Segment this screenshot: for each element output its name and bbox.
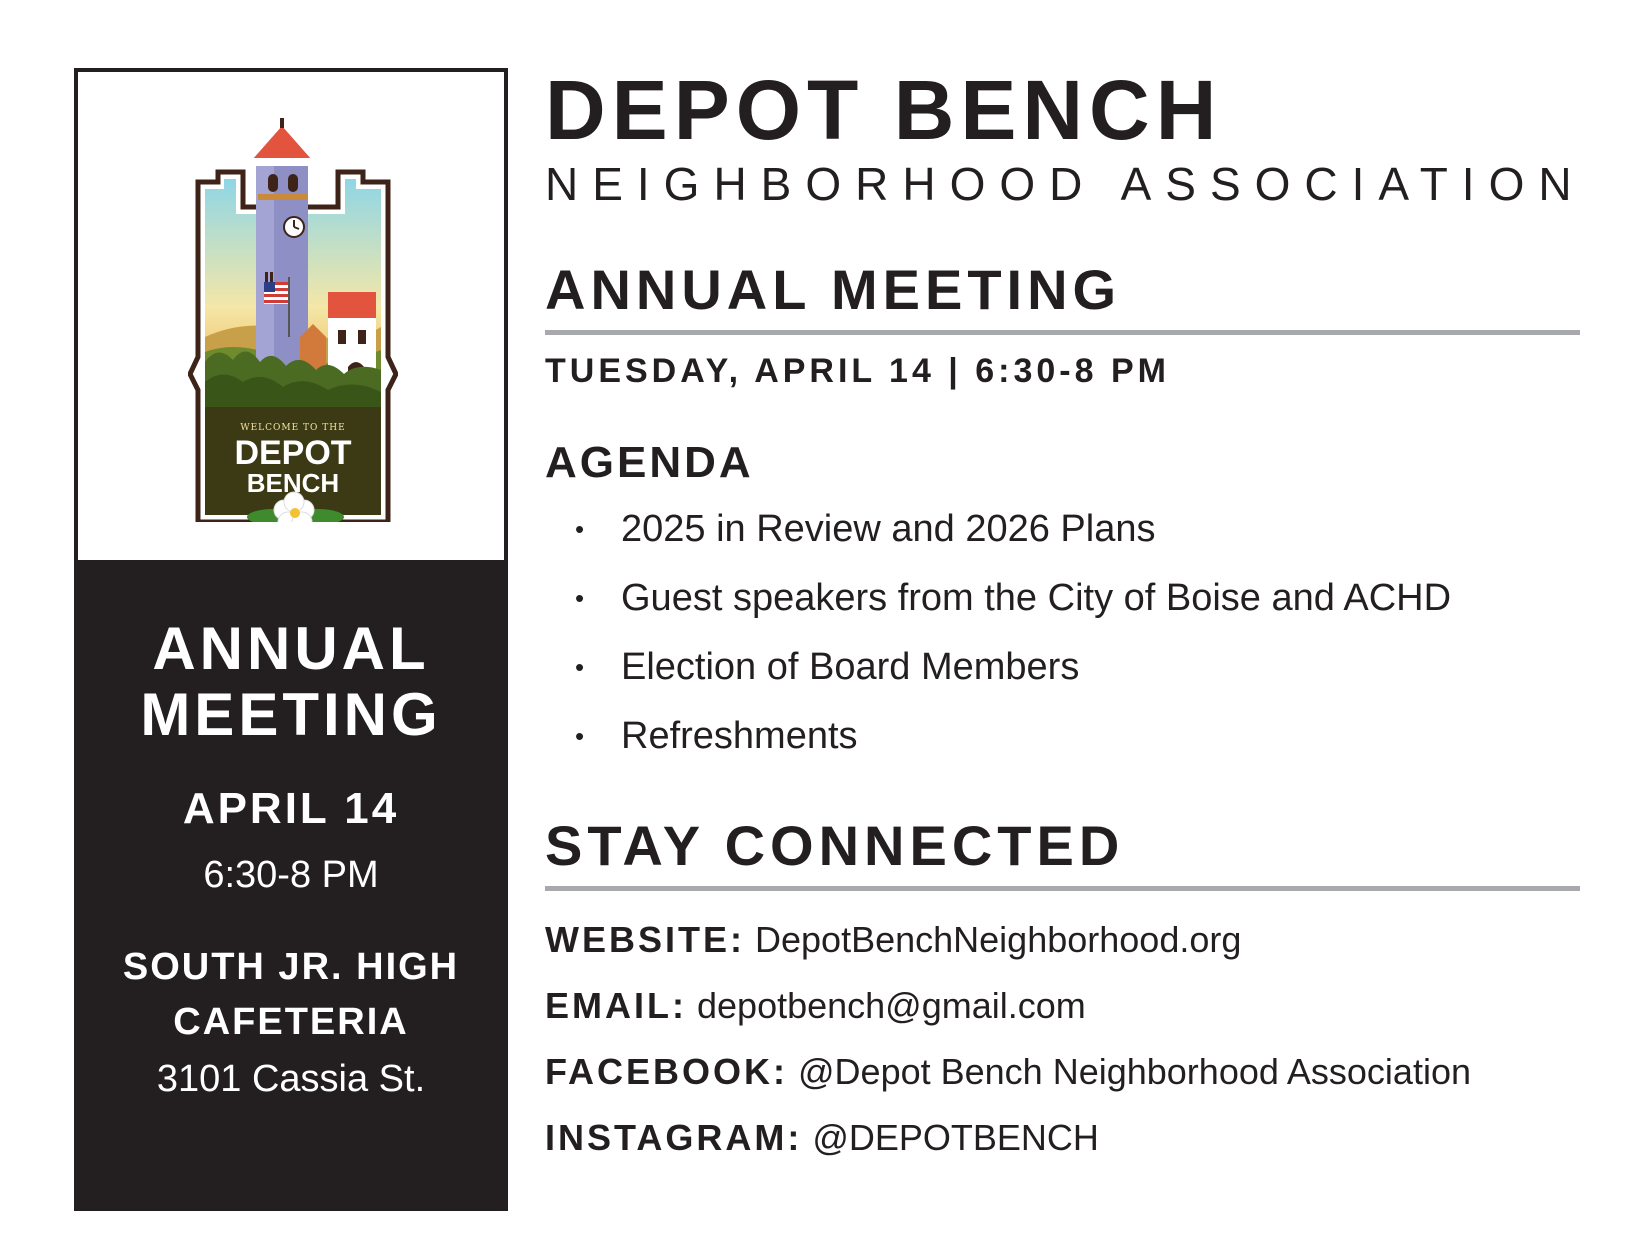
panel-venue-line2: CAFETERIA [173,1001,409,1043]
meeting-datetime: TUESDAY, APRIL 14 | 6:30-8 PM [545,352,1170,390]
contact-facebook [545,1050,1471,1094]
bullet-icon: • [575,721,585,751]
website-link[interactable]: DepotBenchNeighborhood.org [755,919,1242,960]
contact-website [545,918,1241,962]
contact-instagram [545,1116,1099,1160]
logo-welcome-text: WELCOME TO THE [240,423,346,433]
left-panel [74,68,508,1211]
agenda-item-text: Refreshments [621,715,858,757]
agenda-item [575,506,1451,575]
agenda-item [575,575,1451,644]
agenda-item-text: 2025 in Review and 2026 Plans [621,508,1156,550]
agenda-heading: AGENDA [545,438,754,487]
bullet-icon: • [575,652,585,682]
panel-title [78,616,504,748]
panel-venue [78,940,504,1050]
panel-time: 6:30-8 PM [203,854,379,896]
panel-title-line2: MEETING [140,681,442,748]
agenda-item [575,644,1451,713]
logo-area [78,72,504,560]
agenda-item [575,713,1451,782]
org-subtitle: NEIGHBORHOOD ASSOCIATION [545,158,1586,210]
bullet-icon: • [575,583,585,613]
contact-label: EMAIL: [545,985,687,1026]
stay-connected-rule [545,886,1580,891]
agenda-list [575,506,1451,782]
panel-address: 3101 Cassia St. [156,1058,426,1100]
logo-depot-text: DEPOT [234,434,352,472]
stay-connected-heading: STAY CONNECTED [545,814,1125,877]
email-link[interactable]: depotbench@gmail.com [697,985,1086,1026]
panel-title-line1: ANNUAL [152,615,430,682]
bullet-icon: • [575,514,585,544]
panel-date: APRIL 14 [182,784,400,833]
depot-bench-logo [188,112,398,522]
contact-email [545,984,1086,1028]
contact-label: FACEBOOK: [545,1051,788,1092]
panel-venue-line1: SOUTH JR. HIGH [122,946,460,988]
agenda-item-text: Election of Board Members [621,646,1080,688]
agenda-item-text: Guest speakers from the City of Boise and ACHD [621,577,1452,619]
logo-bench-text: BENCH [246,468,340,498]
contact-label: INSTAGRAM: [545,1117,803,1158]
contact-label: WEBSITE: [545,919,745,960]
instagram-link[interactable]: @DEPOTBENCH [812,1117,1099,1158]
org-name: DEPOT BENCH [545,63,1223,157]
annual-meeting-heading: ANNUAL MEETING [545,258,1122,321]
facebook-link[interactable]: @Depot Bench Neighborhood Association [798,1051,1471,1092]
annual-meeting-rule [545,330,1580,335]
